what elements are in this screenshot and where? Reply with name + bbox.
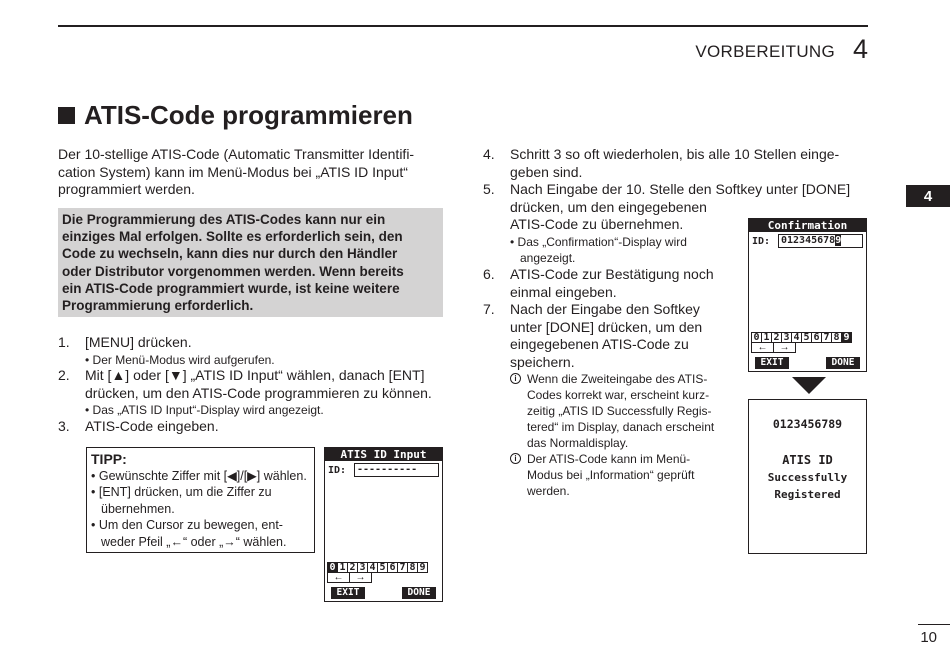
page-number-rule [918,624,950,625]
step-number: 2. [58,367,70,383]
exit-softkey: EXIT [331,587,365,599]
lcd-atis-input [324,447,443,602]
step-number: 6. [483,266,495,282]
step-number: 5. [483,181,495,197]
digit-key: 9 [417,562,428,573]
intro-paragraph [58,146,443,199]
digit-key: 2 [771,332,782,343]
info-note-2 [510,451,740,499]
digit-key: 5 [377,562,388,573]
info-note-1 [510,371,740,451]
step-number: 7. [483,301,495,317]
step-text: [MENU] drücken. [85,334,192,350]
chapter-number: 4 [852,34,868,64]
digit-key: 6 [387,562,398,573]
step-text: speichern. [510,353,575,370]
header-rule [58,25,868,27]
square-bullet-icon [58,107,75,124]
result-line: Successfully [767,471,848,484]
digit-key: 1 [761,332,772,343]
digit-key: 4 [367,562,378,573]
arrow-right-icon: → [773,342,796,353]
info-line: Der ATIS-Code kann im Menü- [527,452,691,466]
digit-key: 9 [841,332,852,343]
info-line: werden. [527,484,570,498]
step-text: drücken, um den eingegebenen [510,198,707,215]
done-softkey: DONE [402,587,436,599]
step-text: Schritt 3 so oft wiederholen, bis alle 10 Stellen einge- [510,146,840,162]
digit-key: 8 [831,332,842,343]
step-subtext: angezeigt. [520,250,576,265]
digit-key: 2 [347,562,358,573]
step-text: ATIS-Code eingeben. [85,418,219,434]
chapter-title: VORBEREITUNG [695,42,835,61]
step-text: drücken, um den ATIS-Code programmieren zu können. [85,384,432,401]
info-line: Wenn die Zweiteingabe des ATIS- [527,372,708,386]
tip-item: • [ENT] drücken, um die Ziffer zu [91,485,272,499]
note-line: Die Programmierung des ATIS-Codes kann nur ein [62,212,386,227]
note-line: einziges Mal erfolgen. Sollte es erforderlich sein, den [62,229,403,245]
note-line: ein ATIS-Code programmiert wurde, ist keine weitere [62,280,400,296]
info-line: das Normaldisplay. [527,436,629,450]
lcd-result [748,399,867,554]
tip-heading: TIPP: [91,451,127,467]
tip-item: • Gewünschte Ziffer mit [◀]/[▶] wählen. [91,468,307,483]
id-value: ---------- [357,464,418,475]
note-line: Code zu wechseln, kann dies nur durch den Händler [62,246,398,262]
exit-softkey: EXIT [755,357,789,369]
step-number: 3. [58,418,70,434]
warning-note [58,208,443,317]
digit-key: 8 [407,562,418,573]
info-line: zeitig „ATIS ID Successfully Regis- [527,404,712,418]
step-subtext: • Das „ATIS ID Input“-Display wird angezeigt. [85,403,324,417]
id-field [778,234,863,248]
step-text: Nach Eingabe der 10. Stelle den Softkey unter [DONE] [510,181,851,197]
id-value: 012345678 [781,235,836,246]
arrow-right-icon: → [349,572,372,583]
step-text: ATIS-Code zu übernehmen. [510,216,684,232]
id-label: ID: [328,465,347,476]
arrow-row [327,572,371,583]
intro-line: programmiert werden. [58,181,195,197]
intro-line: cation System) kann im Menü-Modus bei „ATIS ID Input“ [58,163,408,180]
result-line: Registered [774,488,841,501]
arrow-row [751,342,795,353]
result-code: 0123456789 [772,417,843,431]
digit-key: 7 [397,562,408,573]
step-text: unter [DONE] drücken, um den [510,318,703,335]
step-number: 4. [483,146,495,162]
tip-item: übernehmen. [101,501,175,516]
digit-key: 5 [801,332,812,343]
step-text: geben sind. [510,163,583,180]
note-line: Programmierung erforderlich. [62,298,254,314]
step-subtext: • Das „Confirmation“-Display wird [510,234,687,249]
digit-key: 1 [337,562,348,573]
digit-key: 3 [357,562,368,573]
tip-item: • Um den Cursor zu bewegen, ent- [91,518,283,532]
done-softkey: DONE [826,357,860,369]
step-number: 1. [58,334,70,350]
lcd-confirmation [748,218,867,372]
info-line: Codes korrekt war, erscheint kurz- [527,388,710,402]
lcd-title: Confirmation [749,219,866,232]
digit-key: 3 [781,332,792,343]
tip-item: weder Pfeil „←“ oder „→“ wählen. [101,534,287,549]
digit-key: 4 [791,332,802,343]
step-subtext: • Der Menü-Modus wird aufgerufen. [85,352,275,367]
step-text: ATIS-Code zur Bestätigung noch [510,266,714,282]
tip-box [86,447,315,553]
digit-key: 0 [751,332,762,343]
section-title: ATIS-Code programmieren [84,100,413,130]
step-text: eingegebenen ATIS-Code zu [510,336,689,352]
info-line: tered“ im Display, danach erscheint [527,420,715,434]
cursor-digit: 9 [835,235,842,246]
down-triangle-icon [792,377,826,394]
section-heading [58,100,413,131]
step-text: Nach der Eingabe den Softkey [510,301,700,317]
page-number: 10 [920,629,937,646]
id-field [354,463,439,477]
digit-key: 7 [821,332,832,343]
info-circle-icon: i [510,453,521,464]
digit-key: 6 [811,332,822,343]
info-line: Modus bei „Information“ geprüft [527,468,695,482]
result-line: ATIS ID [782,453,833,467]
intro-line: Der 10-stellige ATIS-Code (Automatic Transmitter Identifi- [58,146,415,162]
chapter-tab: 4 [906,185,950,207]
arrow-left-icon: ← [327,572,350,583]
info-circle-icon: i [510,373,521,384]
digit-key: 0 [327,562,338,573]
note-line: oder Distributor vorgenommen werden. Wenn bereits [62,263,404,279]
step-text: Mit [▲] oder [▼] „ATIS ID Input“ wählen, danach [ENT] [85,367,425,383]
lcd-title: ATIS ID Input [325,448,442,461]
step-text: einmal eingeben. [510,283,617,300]
arrow-left-icon: ← [751,342,774,353]
id-label: ID: [752,236,771,247]
